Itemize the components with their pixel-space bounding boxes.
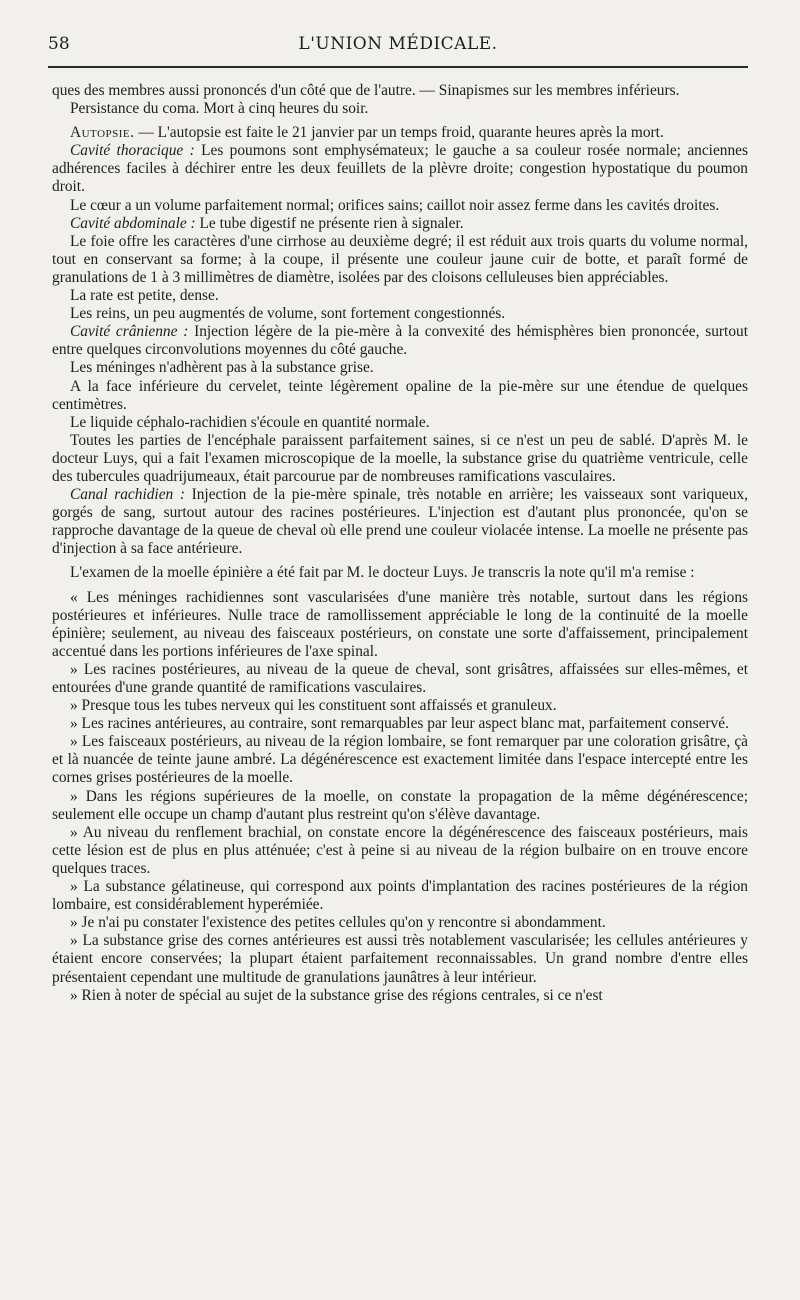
quote-paragraph: » Je n'ai pu constater l'existence des petites cellules qu'on y rencontre si abondamment. <box>70 914 606 932</box>
paragraph: Toutes les parties de l'encéphale paraissent parfaitement saines, si ce n'est un peu de sablé. D'après M. le docteur Luys, qui a fait l'examen microscopique de la moelle, la substance grise du quatrième ventricule, celle des tubercules quadrijumeaux, était parcourue par de nombreuses ramifications vasculaires. <box>52 431 748 485</box>
section-lead: Autopsie. <box>70 124 135 142</box>
paragraph: Les méninges n'adhèrent pas à la substance grise. <box>70 359 374 377</box>
paragraph: Persistance du coma. Mort à cinq heures du soir. <box>70 100 369 118</box>
quote-paragraph: » Les racines antérieures, au contraire, sont remarquables par leur aspect blanc mat, parfaitement conservé. <box>70 715 729 733</box>
quote-paragraph: » Rien à noter de spécial au sujet de la substance grise des régions centrales, si ce n'est <box>70 986 603 1004</box>
quote-paragraph: » Les faisceaux postérieurs, au niveau de la région lombaire, se font remarquer par une coloration grisâtre, çà et là nuancée de teinte jaune ambré. La dégénérescence est exactement limitée dans l'espace intercepté entre les cornes grises postérieures de la moelle. <box>52 733 748 787</box>
quote-paragraph: « Les méninges rachidiennes sont vascularisées d'une manière très notable, surtout dans les régions postérieures et inférieures. Nulle trace de ramollissement appréciable le long de la continuité de la moelle épinière; seulement, au niveau des faisceaux postérieurs, on constate une sorte d'affaissement, principalement accentué dans les portions inférieures de l'axe spinal. <box>52 588 748 660</box>
quote-paragraph: » Au niveau du renflement brachial, on constate encore la dégénérescence des faisceaux postérieurs, mais cette lésion est de plus en plus atténuée; c'est à peine si au niveau de la région bulbaire on en trouve encore quelques traces. <box>52 823 748 877</box>
paragraph-thoracique <box>52 142 748 196</box>
paragraph: La rate est petite, dense. <box>70 287 219 305</box>
quote-paragraph: » Dans les régions supérieures de la moelle, on constate la propagation de la même dégénérescence; seulement elle occupe un champ d'autant plus restreint qu'on s'élève davantage. <box>52 787 748 823</box>
paragraph: Le cœur a un volume parfaitement normal; orifices sains; caillot noir assez ferme dans les cavités droites. <box>70 196 720 214</box>
section-lead: Canal rachidien : <box>70 486 185 504</box>
paragraph-abdominale <box>52 215 748 233</box>
paragraph-text: Le tube digestif ne présente rien à signaler. <box>195 214 464 232</box>
running-title: L'UNION MÉDICALE. <box>298 34 498 54</box>
paragraph-text: Injection de la pie-mère spinale, très notable en arrière; les vaisseaux sont variqueux, gorgés de sang, surtout autour des racines postérieures. L'injection est d'autant plus prononcée, qu'on se rapproche davantage de la queue de cheval où elle prend une couleur violacée intense. La moelle ne présente pas d'injection à sa face antérieure. <box>52 486 748 558</box>
paragraph: A la face inférieure du cervelet, teinte légèrement opaline de la pie-mère sur une étendue de quelques centimètres. <box>52 377 748 413</box>
paragraph: Le liquide céphalo-rachidien s'écoule en quantité normale. <box>70 413 430 431</box>
section-lead: Cavité abdominale : <box>70 214 196 232</box>
quote-paragraph: » La substance gélatineuse, qui correspond aux points d'implantation des racines postérieures de la région lombaire, est considérablement hyperémiée. <box>52 878 748 914</box>
header-rule <box>48 66 748 68</box>
quote-paragraph: » Les racines postérieures, au niveau de la queue de cheval, sont grisâtres, affaissées sur elles-mêmes, et entourées d'une grande quantité de ramifications vasculaires. <box>52 660 748 696</box>
paragraph-rachidien <box>52 486 748 558</box>
page-number: 58 <box>48 34 70 54</box>
quote-paragraph: » Presque tous les tubes nerveux qui les constituent sont affaissés et granuleux. <box>70 697 557 715</box>
paragraph-text: — L'autopsie est faite le 21 janvier par un temps froid, quarante heures après la mort. <box>134 124 664 142</box>
paragraph: Les reins, un peu augmentés de volume, sont fortement congestionnés. <box>70 305 506 323</box>
quote-paragraph: » La substance grise des cornes antérieures est aussi très notablement vascularisée; les cellules antérieures y étaient encore conservées; la plupart étaient parfaitement reconnaissables. Un grand nombre d'entre elles présentaient cependant une multitude de granulations jaunâtres à leur intérieur. <box>52 932 748 986</box>
section-lead: Cavité crânienne : <box>70 323 189 341</box>
paragraph: ques des membres aussi prononcés d'un côté que de l'autre. — Sinapismes sur les membres inférieurs. <box>52 82 680 99</box>
paragraph-text: Les poumons sont emphysémateux; le gauche a sa couleur rosée normale; anciennes adhérences faciles à déchirer entre les deux feuillets de la plèvre droite; congestion hypostatique du poumon droit. <box>52 142 749 196</box>
paragraph: L'examen de la moelle épinière a été fait par M. le docteur Luys. Je transcris la note qu'il m'a remise : <box>70 564 695 582</box>
section-lead: Cavité thoracique : <box>70 142 195 160</box>
page-header <box>48 30 748 58</box>
paragraph-autopsie <box>52 124 748 142</box>
body-text <box>52 82 748 1005</box>
paragraph: Le foie offre les caractères d'une cirrhose au deuxième degré; il est réduit aux trois quarts du volume normal, tout en conservant sa forme; à la coupe, il présente une couleur jaune cuir de botte, et paraît formé de granulations de 1 à 3 millimètres de diamètre, isolées par des cloisons celluleuses bien appréciables. <box>52 232 748 286</box>
paragraph-cranienne <box>52 323 748 359</box>
paragraph-text: Injection légère de la pie-mère à la convexité des hémisphères bien prononcée, surtout entre quelques circonvolutions moyennes du côté gauche. <box>52 323 748 359</box>
